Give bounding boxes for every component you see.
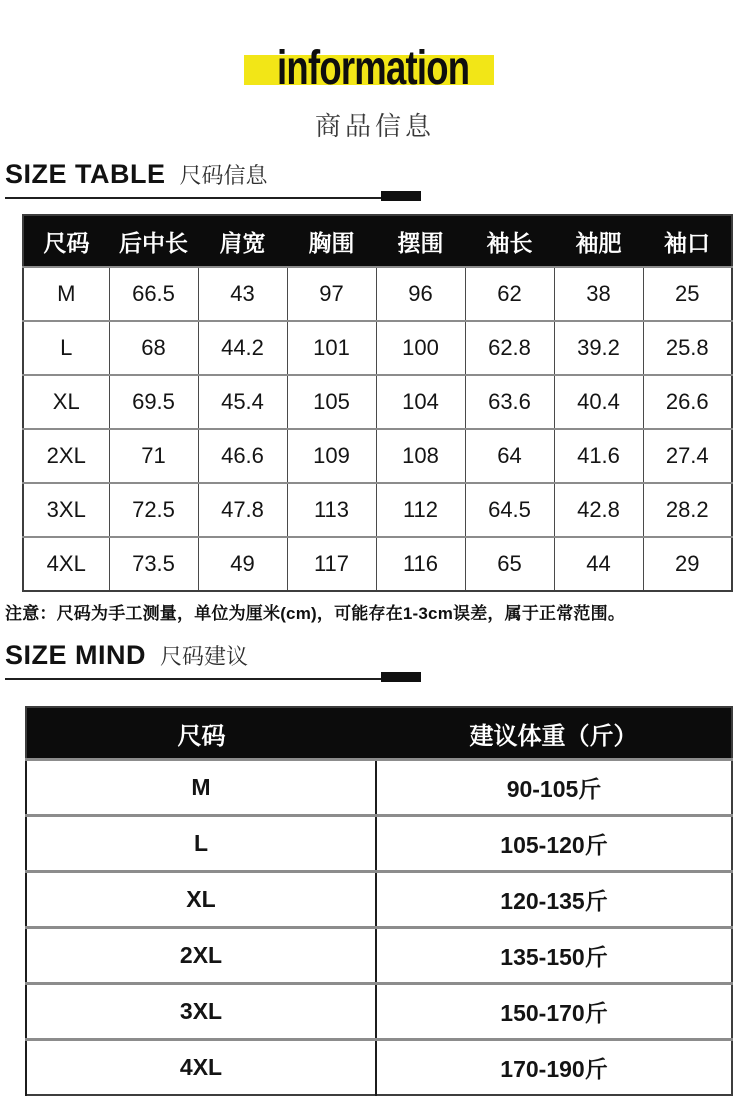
banner <box>0 42 750 100</box>
table-row <box>26 872 732 928</box>
table-cell: 97 <box>287 267 376 321</box>
table-cell: 47.8 <box>198 483 287 537</box>
column-header: 胸围 <box>287 215 376 267</box>
table-cell: 72.5 <box>109 483 198 537</box>
table-cell: 49 <box>198 537 287 591</box>
weight-suggestion-table <box>25 706 733 1096</box>
table-cell: 71 <box>109 429 198 483</box>
table-cell: 43 <box>198 267 287 321</box>
table-cell: L <box>23 321 109 375</box>
table-row <box>23 429 732 483</box>
table-cell: 27.4 <box>643 429 732 483</box>
table-cell: 170-190斤 <box>376 1040 732 1096</box>
table-cell: 4XL <box>23 537 109 591</box>
table-cell: 28.2 <box>643 483 732 537</box>
table-cell: XL <box>23 375 109 429</box>
table-cell: 2XL <box>23 429 109 483</box>
table-cell: 69.5 <box>109 375 198 429</box>
table-cell: 73.5 <box>109 537 198 591</box>
table-cell: 104 <box>376 375 465 429</box>
size-table-heading-cn: 尺码信息 <box>179 163 268 188</box>
table-cell: 105 <box>287 375 376 429</box>
table-cell: 96 <box>376 267 465 321</box>
table-cell: 3XL <box>26 984 376 1040</box>
table-row <box>26 1040 732 1096</box>
table-cell: 66.5 <box>109 267 198 321</box>
measurement-note: 注意：尺码为手工测量，单位为厘米(cm)，可能存在1-3cm误差，属于正常范围。 <box>5 604 626 623</box>
table-cell: 3XL <box>23 483 109 537</box>
column-header: 摆围 <box>376 215 465 267</box>
table-row <box>23 375 732 429</box>
table-cell: 135-150斤 <box>376 928 732 984</box>
page-title: information <box>277 42 470 95</box>
size-table <box>22 214 733 592</box>
table-cell: 46.6 <box>198 429 287 483</box>
table-cell: 44 <box>554 537 643 591</box>
table-row <box>26 984 732 1040</box>
table-cell: 45.4 <box>198 375 287 429</box>
column-header: 袖长 <box>465 215 554 267</box>
column-header: 袖肥 <box>554 215 643 267</box>
table-cell: 4XL <box>26 1040 376 1096</box>
column-header: 袖口 <box>643 215 732 267</box>
column-header: 建议体重（斤） <box>376 707 732 760</box>
table-cell: 113 <box>287 483 376 537</box>
size-table-section-heading <box>5 159 750 190</box>
page-subtitle: 商品信息 <box>314 111 435 141</box>
size-table-heading-en: SIZE TABLE <box>5 159 166 189</box>
table-row <box>23 483 732 537</box>
table-cell: 120-135斤 <box>376 872 732 928</box>
table-cell: 64 <box>465 429 554 483</box>
table-cell: M <box>26 760 376 816</box>
table-cell: 39.2 <box>554 321 643 375</box>
table-cell: 100 <box>376 321 465 375</box>
table-cell: 65 <box>465 537 554 591</box>
table-cell: 38 <box>554 267 643 321</box>
table-row <box>26 816 732 872</box>
table-row <box>23 537 732 591</box>
table-cell: 150-170斤 <box>376 984 732 1040</box>
table-cell: 112 <box>376 483 465 537</box>
table-row <box>26 928 732 984</box>
heading-rule-block-2 <box>381 672 421 682</box>
heading-rule <box>5 190 421 199</box>
table-cell: 64.5 <box>465 483 554 537</box>
heading-rule-block <box>381 191 421 201</box>
table-cell: 68 <box>109 321 198 375</box>
table-cell: 41.6 <box>554 429 643 483</box>
column-header: 尺码 <box>26 707 376 760</box>
column-header: 肩宽 <box>198 215 287 267</box>
size-mind-section-heading <box>5 640 750 671</box>
table-cell: 63.6 <box>465 375 554 429</box>
table-row <box>26 760 732 816</box>
table-cell: 26.6 <box>643 375 732 429</box>
table-cell: 29 <box>643 537 732 591</box>
table-cell: M <box>23 267 109 321</box>
table-cell: 116 <box>376 537 465 591</box>
table-row <box>23 267 732 321</box>
table-row <box>23 321 732 375</box>
table-cell: 62.8 <box>465 321 554 375</box>
table-cell: 117 <box>287 537 376 591</box>
header-row <box>23 215 732 267</box>
column-header: 后中长 <box>109 215 198 267</box>
table-cell: 40.4 <box>554 375 643 429</box>
table-cell: 42.8 <box>554 483 643 537</box>
table-cell: XL <box>26 872 376 928</box>
table-cell: 44.2 <box>198 321 287 375</box>
heading-rule-2 <box>5 671 421 680</box>
table-cell: L <box>26 816 376 872</box>
table-cell: 2XL <box>26 928 376 984</box>
table-cell: 25.8 <box>643 321 732 375</box>
table-cell: 90-105斤 <box>376 760 732 816</box>
table-cell: 62 <box>465 267 554 321</box>
size-mind-heading-cn: 尺码建议 <box>160 644 249 669</box>
table-cell: 25 <box>643 267 732 321</box>
size-mind-heading-en: SIZE MIND <box>5 640 147 670</box>
table-cell: 108 <box>376 429 465 483</box>
table-cell: 105-120斤 <box>376 816 732 872</box>
table-cell: 109 <box>287 429 376 483</box>
table-cell: 101 <box>287 321 376 375</box>
column-header: 尺码 <box>23 215 109 267</box>
header-row <box>26 707 732 760</box>
